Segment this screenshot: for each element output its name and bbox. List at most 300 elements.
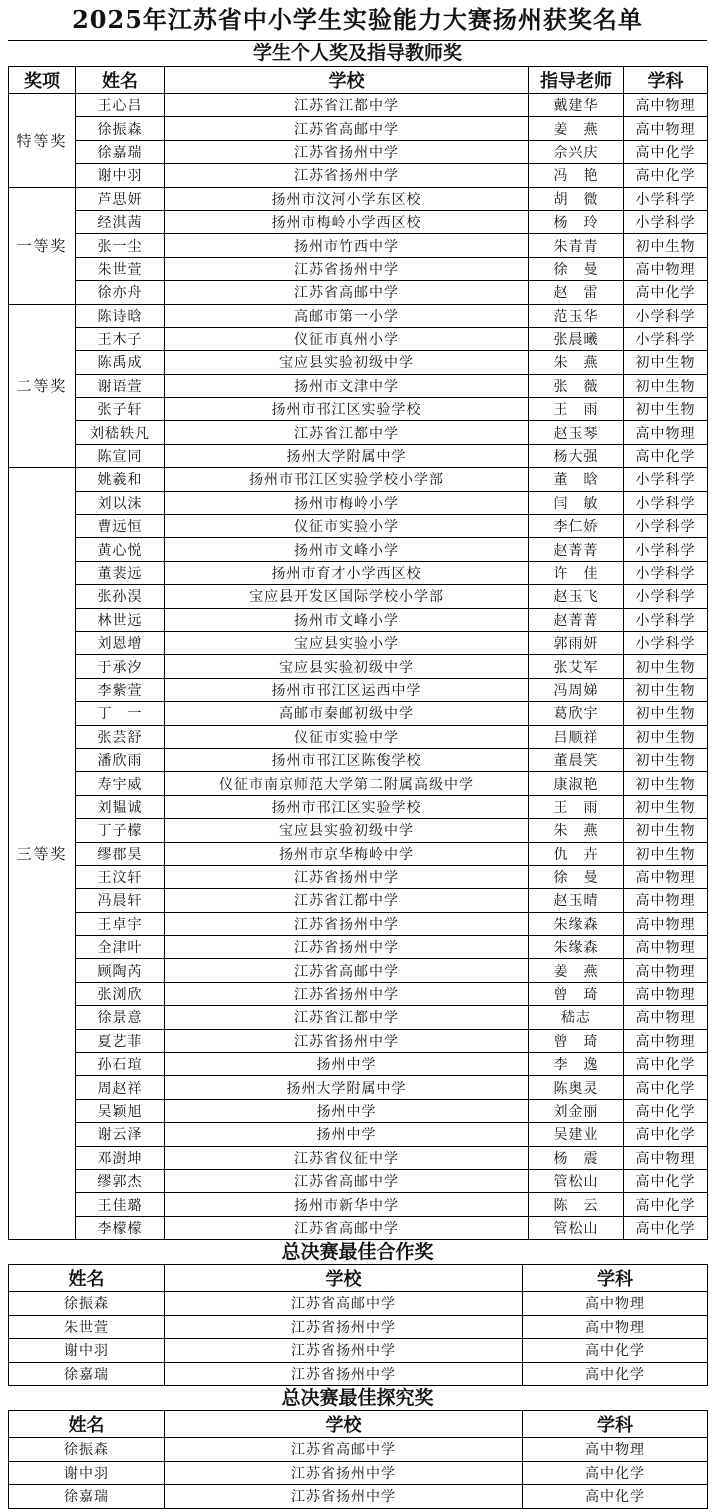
subject-cell: 高中化学 [624,1169,708,1192]
table-row [9,1315,708,1339]
subject-cell: 高中物理 [624,421,708,444]
school-cell: 宝应县实验初级中学 [165,819,529,842]
student-name-cell: 刘以沫 [76,491,165,514]
table-row [9,1006,708,1029]
school-cell: 江苏省高邮中学 [165,281,529,304]
award-list-document [8,0,707,1509]
subject-cell: 高中化学 [523,1485,708,1509]
teacher-cell: 陈 云 [529,1193,624,1216]
subject-cell: 高中化学 [624,1053,708,1076]
subject-cell: 小学科学 [624,631,708,654]
subject-cell: 初中生物 [624,772,708,795]
table-row [9,515,708,538]
subject-cell: 高中化学 [624,281,708,304]
student-name-cell: 潘欣雨 [76,748,165,771]
header-award: 奖项 [9,67,76,94]
section-title-cooperation: 总决赛最佳合作奖 [281,1241,434,1264]
teacher-cell: 王 雨 [529,398,624,421]
school-cell: 扬州市京华梅岭中学 [165,842,529,865]
teacher-cell: 姜 燕 [529,959,624,982]
student-name-cell: 寿宇威 [76,772,165,795]
header-subject: 学科 [523,1265,708,1292]
subject-cell: 高中物理 [624,117,708,140]
table-row [9,1193,708,1216]
subject-cell: 初中生物 [624,398,708,421]
table-row [9,725,708,748]
subject-cell: 初中生物 [624,702,708,725]
teacher-cell: 刘金丽 [529,1099,624,1122]
inquiry-award-table [8,1410,708,1509]
student-name-cell: 刘韫诚 [76,795,165,818]
table-row [9,117,708,140]
table-row [9,772,708,795]
cooperation-award-body [9,1292,708,1386]
student-name-cell: 黄心悦 [76,538,165,561]
table-row [9,702,708,725]
subject-cell: 小学科学 [624,585,708,608]
table-row [9,374,708,397]
teacher-cell: 赵玉飞 [529,585,624,608]
table-row [9,140,708,163]
table-header-row [9,67,708,94]
student-name-cell: 徐嘉瑞 [9,1485,165,1509]
teacher-cell: 赵菁菁 [529,608,624,631]
student-name-cell: 陈宣同 [76,444,165,467]
student-name-cell: 谢中羽 [76,164,165,187]
subject-cell: 高中物理 [624,982,708,1005]
school-cell: 扬州市邗江区实验学校小学部 [165,468,529,491]
table-row [9,1339,708,1363]
table-row [9,94,708,117]
header-name: 姓名 [9,1411,165,1438]
header-subject: 学科 [624,67,708,94]
school-cell: 江苏省扬州中学 [165,1485,523,1509]
school-cell: 江苏省高邮中学 [165,1216,529,1239]
school-cell: 江苏省扬州中学 [165,912,529,935]
student-name-cell: 董裴远 [76,561,165,584]
school-cell: 江苏省高邮中学 [165,117,529,140]
student-name-cell: 张一尘 [76,234,165,257]
subject-cell: 初中生物 [624,655,708,678]
subject-cell: 高中化学 [624,1193,708,1216]
teacher-cell: 葛欣宇 [529,702,624,725]
student-name-cell: 张芸舒 [76,725,165,748]
table-row [9,912,708,935]
award-level-cell: 二等奖 [9,304,76,468]
student-name-cell: 夏艺菲 [76,1029,165,1052]
subject-cell: 初中生物 [624,351,708,374]
school-cell: 扬州市邗江区实验学校 [165,795,529,818]
student-name-cell: 张子轩 [76,398,165,421]
student-name-cell: 姚羲和 [76,468,165,491]
teacher-cell: 佘兴庆 [529,140,624,163]
teacher-cell: 杨 玲 [529,210,624,233]
section-title-individual: 学生个人奖及指导教师奖 [8,40,707,66]
table-row [9,655,708,678]
teacher-cell: 戴建华 [529,94,624,117]
school-cell: 江苏省仪征中学 [165,1146,529,1169]
school-cell: 江苏省扬州中学 [165,982,529,1005]
subject-cell: 初中生物 [624,234,708,257]
school-cell: 扬州市新华中学 [165,1193,529,1216]
school-cell: 江苏省高邮中学 [165,1292,523,1316]
teacher-cell: 杨 震 [529,1146,624,1169]
teacher-cell: 胡 微 [529,187,624,210]
table-row [9,1461,708,1485]
teacher-cell: 赵玉晴 [529,889,624,912]
school-cell: 江苏省高邮中学 [165,1438,523,1462]
table-row [9,795,708,818]
student-name-cell: 徐振森 [76,117,165,140]
school-cell: 宝应县开发区国际学校小学部 [165,585,529,608]
subject-cell: 高中物理 [523,1315,708,1339]
teacher-cell: 董 晗 [529,468,624,491]
student-name-cell: 陈禹成 [76,351,165,374]
teacher-cell: 张艾军 [529,655,624,678]
school-cell: 江苏省江都中学 [165,889,529,912]
table-row [9,164,708,187]
table-row [9,631,708,654]
table-row [9,351,708,374]
section-title-inquiry: 总决赛最佳探究奖 [281,1387,434,1410]
table-row [9,1123,708,1146]
school-cell: 扬州中学 [165,1123,529,1146]
table-row [9,561,708,584]
teacher-cell: 王 雨 [529,795,624,818]
school-cell: 江苏省扬州中学 [165,257,529,280]
school-cell: 仪征市南京师范大学第二附属高级中学 [165,772,529,795]
teacher-cell: 吕顺祥 [529,725,624,748]
student-name-cell: 王卓宇 [76,912,165,935]
school-cell: 江苏省扬州中学 [165,936,529,959]
header-name: 姓名 [9,1265,165,1292]
table-row [9,678,708,701]
teacher-cell: 冯周娣 [529,678,624,701]
school-cell: 江苏省高邮中学 [165,959,529,982]
header-name: 姓名 [76,67,165,94]
subject-cell: 高中化学 [624,140,708,163]
inquiry-award-body [9,1438,708,1509]
table-row [9,491,708,514]
subject-cell: 小学科学 [624,515,708,538]
school-cell: 仪征市实验小学 [165,515,529,538]
table-header-row [9,1265,708,1292]
table-row [9,608,708,631]
school-cell: 江苏省江都中学 [165,421,529,444]
student-name-cell: 张浏欣 [76,982,165,1005]
student-name-cell: 于承汐 [76,655,165,678]
teacher-cell: 范玉华 [529,304,624,327]
subject-cell: 高中物理 [523,1438,708,1462]
school-cell: 扬州市梅岭小学 [165,491,529,514]
student-name-cell: 刘嵇轶凡 [76,421,165,444]
student-name-cell: 冯晨轩 [76,889,165,912]
school-cell: 扬州市邗江区运西中学 [165,678,529,701]
teacher-cell: 李 逸 [529,1053,624,1076]
student-name-cell: 陈诗晗 [76,304,165,327]
subject-cell: 高中化学 [624,1123,708,1146]
student-name-cell: 邓澍坤 [76,1146,165,1169]
school-cell: 江苏省高邮中学 [165,1169,529,1192]
school-cell: 扬州市文峰小学 [165,608,529,631]
subject-cell: 小学科学 [624,608,708,631]
teacher-cell: 仇 卉 [529,842,624,865]
subject-cell: 高中物理 [523,1292,708,1316]
student-name-cell: 王汶轩 [76,865,165,888]
school-cell: 扬州市梅岭小学西区校 [165,210,529,233]
subject-cell: 初中生物 [624,748,708,771]
student-name-cell: 徐嘉瑞 [9,1362,165,1386]
award-level-cell: 一等奖 [9,187,76,304]
teacher-cell: 郭雨妍 [529,631,624,654]
school-cell: 江苏省江都中学 [165,1006,529,1029]
table-row [9,327,708,350]
subject-cell: 高中化学 [624,1076,708,1099]
teacher-cell: 管松山 [529,1169,624,1192]
school-cell: 江苏省江都中学 [165,94,529,117]
table-row [9,444,708,467]
student-name-cell: 芦思妍 [76,187,165,210]
table-header-row [9,1411,708,1438]
student-name-cell: 丁 一 [76,702,165,725]
student-name-cell: 丁子檬 [76,819,165,842]
table-row [9,210,708,233]
subject-cell: 高中物理 [624,865,708,888]
teacher-cell: 杨大强 [529,444,624,467]
teacher-cell: 张晨曦 [529,327,624,350]
student-name-cell: 吴颖旭 [76,1099,165,1122]
student-name-cell: 李紫萱 [76,678,165,701]
teacher-cell: 朱青青 [529,234,624,257]
table-row [9,1292,708,1316]
school-cell: 扬州中学 [165,1099,529,1122]
teacher-cell: 许 佳 [529,561,624,584]
student-name-cell: 张孙淏 [76,585,165,608]
subject-cell: 高中化学 [624,444,708,467]
teacher-cell: 赵玉琴 [529,421,624,444]
header-school: 学校 [165,1411,523,1438]
student-name-cell: 孙石瑄 [76,1053,165,1076]
subject-cell: 初中生物 [624,819,708,842]
subject-cell: 高中物理 [624,94,708,117]
subject-cell: 小学科学 [624,304,708,327]
school-cell: 扬州大学附属中学 [165,444,529,467]
teacher-cell: 闫 敏 [529,491,624,514]
teacher-cell: 朱缘森 [529,936,624,959]
table-row [9,1053,708,1076]
table-row [9,959,708,982]
table-row [9,468,708,491]
school-cell: 江苏省扬州中学 [165,1029,529,1052]
student-name-cell: 缪郭杰 [76,1169,165,1192]
award-level-cell: 特等奖 [9,94,76,188]
table-row [9,865,708,888]
table-row [9,421,708,444]
table-row [9,538,708,561]
subject-cell: 小学科学 [624,561,708,584]
subject-cell: 高中物理 [624,912,708,935]
student-name-cell: 林世远 [76,608,165,631]
school-cell: 宝应县实验初级中学 [165,655,529,678]
subject-cell: 高中化学 [624,164,708,187]
student-name-cell: 顾陶芮 [76,959,165,982]
table-row [9,187,708,210]
student-name-cell: 谢中羽 [9,1461,165,1485]
teacher-cell: 陈奥灵 [529,1076,624,1099]
school-cell: 江苏省扬州中学 [165,865,529,888]
student-name-cell: 王木子 [76,327,165,350]
student-name-cell: 李檬檬 [76,1216,165,1239]
subject-cell: 高中化学 [624,1216,708,1239]
teacher-cell: 朱 燕 [529,819,624,842]
teacher-cell: 冯 艳 [529,164,624,187]
teacher-cell: 李仁娇 [529,515,624,538]
teacher-cell: 赵 雷 [529,281,624,304]
student-name-cell: 谢中羽 [9,1339,165,1363]
school-cell: 高邮市第一小学 [165,304,529,327]
school-cell: 江苏省扬州中学 [165,1461,523,1485]
school-cell: 高邮市秦邮初级中学 [165,702,529,725]
student-name-cell: 谢云泽 [76,1123,165,1146]
school-cell: 江苏省扬州中学 [165,1315,523,1339]
award-level-cell: 三等奖 [9,468,76,1240]
teacher-cell: 董晨笑 [529,748,624,771]
teacher-cell: 赵菁菁 [529,538,624,561]
table-row [9,1216,708,1239]
subject-cell: 高中物理 [624,936,708,959]
student-name-cell: 王心吕 [76,94,165,117]
teacher-cell: 曾 琦 [529,982,624,1005]
subject-cell: 初中生物 [624,725,708,748]
student-name-cell: 徐亦舟 [76,281,165,304]
school-cell: 仪征市实验中学 [165,725,529,748]
subject-cell: 小学科学 [624,210,708,233]
table-row [9,1169,708,1192]
student-name-cell: 徐振森 [9,1292,165,1316]
teacher-cell: 徐 曼 [529,257,624,280]
table-row [9,936,708,959]
school-cell: 扬州市竹西中学 [165,234,529,257]
teacher-cell: 管松山 [529,1216,624,1239]
subject-cell: 高中化学 [624,1099,708,1122]
teacher-cell: 吴建业 [529,1123,624,1146]
individual-awards-table [8,66,708,1240]
table-row [9,234,708,257]
individual-awards-body [9,94,708,1240]
student-name-cell: 谢语萱 [76,374,165,397]
table-row [9,982,708,1005]
subject-cell: 高中物理 [624,257,708,280]
school-cell: 宝应县实验小学 [165,631,529,654]
teacher-cell: 嵇志 [529,1006,624,1029]
student-name-cell: 刘恩增 [76,631,165,654]
header-school: 学校 [165,1265,523,1292]
subject-cell: 高中物理 [624,1146,708,1169]
student-name-cell: 全津叶 [76,936,165,959]
table-row [9,304,708,327]
subject-cell: 高中化学 [523,1339,708,1363]
table-row [9,1076,708,1099]
table-row [9,1362,708,1386]
school-cell: 扬州市邗江区实验学校 [165,398,529,421]
student-name-cell: 朱世萱 [76,257,165,280]
table-row [9,281,708,304]
subject-cell: 初中生物 [624,795,708,818]
school-cell: 扬州中学 [165,1053,529,1076]
header-school: 学校 [165,67,529,94]
teacher-cell: 徐 曼 [529,865,624,888]
school-cell: 扬州大学附属中学 [165,1076,529,1099]
student-name-cell: 经淇茜 [76,210,165,233]
student-name-cell: 曹远恒 [76,515,165,538]
school-cell: 扬州市文峰小学 [165,538,529,561]
school-cell: 江苏省扬州中学 [165,164,529,187]
teacher-cell: 曾 琦 [529,1029,624,1052]
student-name-cell: 徐振森 [9,1438,165,1462]
school-cell: 扬州市文津中学 [165,374,529,397]
table-row [9,819,708,842]
subject-cell: 小学科学 [624,491,708,514]
subject-cell: 小学科学 [624,327,708,350]
table-row [9,398,708,421]
table-row [9,585,708,608]
school-cell: 宝应县实验初级中学 [165,351,529,374]
student-name-cell: 徐嘉瑞 [76,140,165,163]
subject-cell: 高中化学 [523,1362,708,1386]
table-row [9,842,708,865]
school-cell: 扬州市邗江区陈俊学校 [165,748,529,771]
page-title: 2025年江苏省中小学生实验能力大赛扬州获奖名单 [72,5,643,34]
cooperation-award-table [8,1264,708,1386]
teacher-cell: 康淑艳 [529,772,624,795]
subject-cell: 小学科学 [624,468,708,491]
table-row [9,889,708,912]
teacher-cell: 姜 燕 [529,117,624,140]
table-row [9,1485,708,1509]
student-name-cell: 王佳璐 [76,1193,165,1216]
school-cell: 仪征市真州小学 [165,327,529,350]
table-row [9,257,708,280]
subject-cell: 高中物理 [624,959,708,982]
subject-cell: 初中生物 [624,842,708,865]
header-subject: 学科 [523,1411,708,1438]
school-cell: 江苏省扬州中学 [165,140,529,163]
student-name-cell: 徐景意 [76,1006,165,1029]
table-row [9,1099,708,1122]
table-row [9,748,708,771]
subject-cell: 小学科学 [624,538,708,561]
subject-cell: 高中化学 [523,1461,708,1485]
student-name-cell: 周赵祥 [76,1076,165,1099]
table-row [9,1438,708,1462]
school-cell: 扬州市汶河小学东区校 [165,187,529,210]
subject-cell: 高中物理 [624,1006,708,1029]
subject-cell: 初中生物 [624,374,708,397]
school-cell: 扬州市育才小学西区校 [165,561,529,584]
teacher-cell: 朱 燕 [529,351,624,374]
subject-cell: 高中物理 [624,1029,708,1052]
table-row [9,1146,708,1169]
student-name-cell: 缪郡昊 [76,842,165,865]
subject-cell: 初中生物 [624,678,708,701]
school-cell: 江苏省扬州中学 [165,1362,523,1386]
teacher-cell: 张 薇 [529,374,624,397]
table-row [9,1029,708,1052]
school-cell: 江苏省扬州中学 [165,1339,523,1363]
teacher-cell: 朱缘森 [529,912,624,935]
subject-cell: 小学科学 [624,187,708,210]
subject-cell: 高中物理 [624,889,708,912]
